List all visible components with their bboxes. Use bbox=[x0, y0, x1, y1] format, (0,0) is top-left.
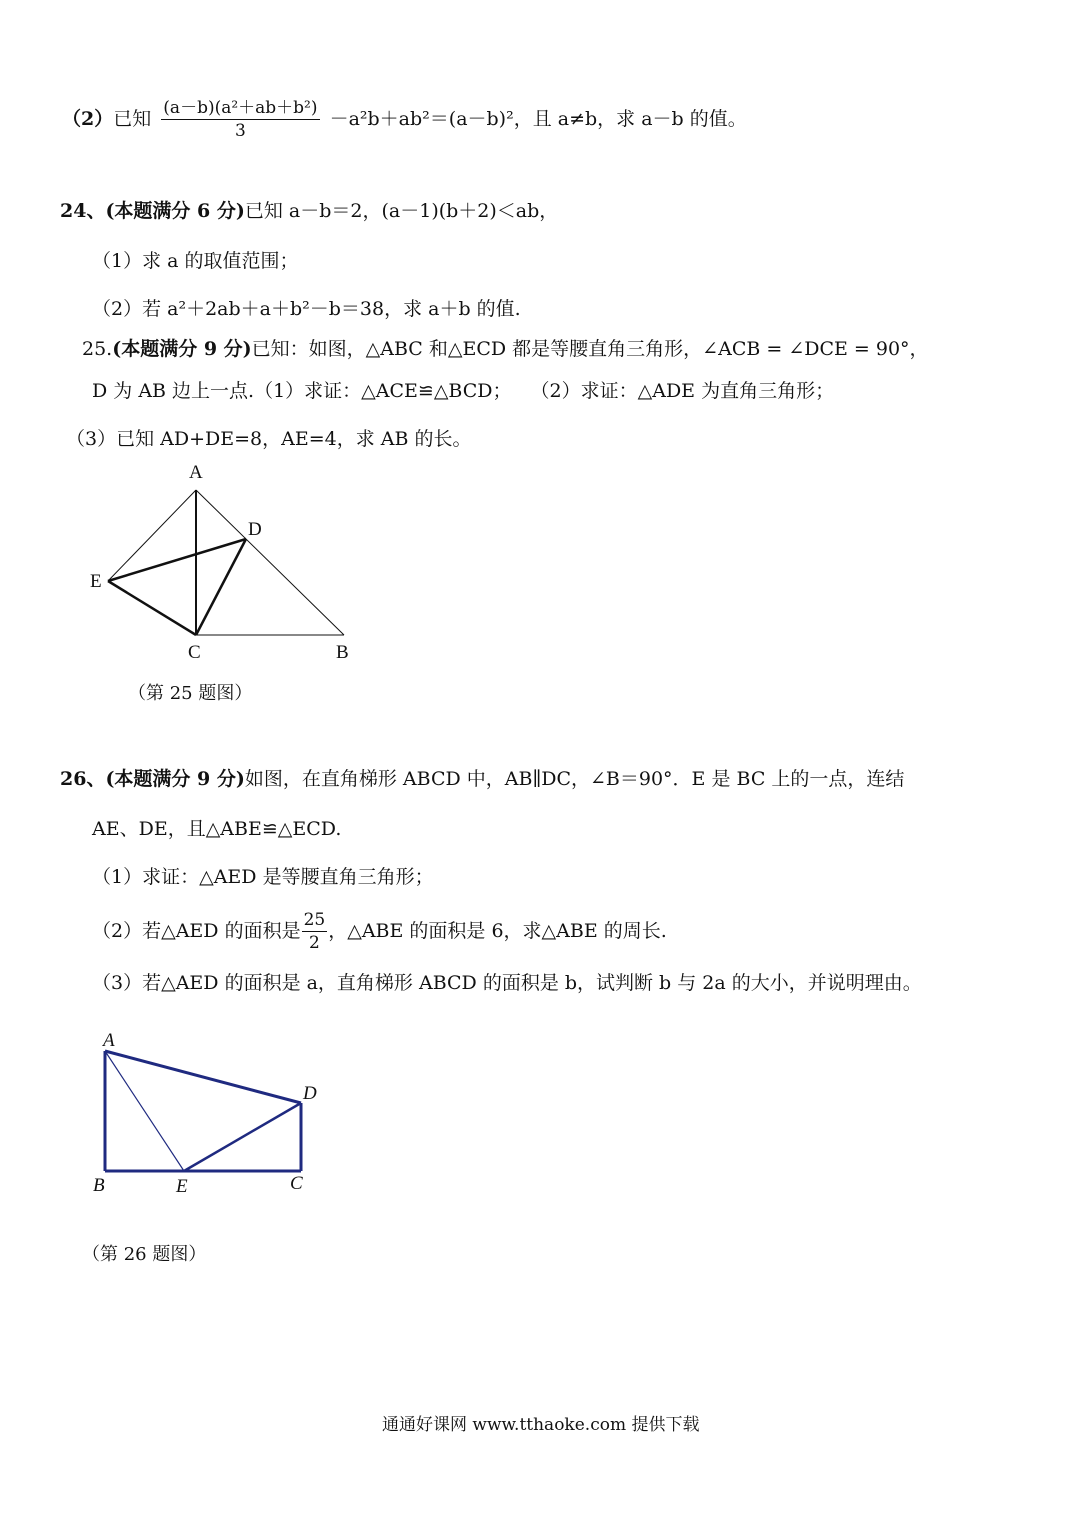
q26-stem-text: 如图，在直角梯形 ABCD 中，AB∥DC，∠B＝90°．E 是 BC 上的一点，连结 bbox=[244, 768, 905, 790]
q23-fraction-numerator: (a－b)(a²＋ab＋b²) bbox=[161, 98, 319, 120]
q25-caption: （第 25 题图） bbox=[128, 683, 253, 704]
q26-label-a: A bbox=[103, 1030, 115, 1051]
q25-line-dc bbox=[196, 539, 246, 635]
q24-sub2: （2）若 a²＋2ab＋a＋b²－b＝38，求 a＋b 的值. bbox=[92, 298, 521, 320]
q25-line-ab bbox=[196, 490, 344, 635]
q25-label-d: D bbox=[248, 519, 262, 540]
q26-label-d: D bbox=[303, 1083, 317, 1104]
q25-line3: （3）已知 AD+DE=8，AE=4，求 AB 的长。 bbox=[66, 428, 472, 450]
q23-part2 bbox=[62, 98, 747, 142]
q25-number: 25. bbox=[82, 338, 113, 360]
q26-line-de bbox=[184, 1103, 301, 1171]
q26-fraction-numerator: 25 bbox=[302, 910, 328, 932]
q26-sub1: （1）求证：△AED 是等腰直角三角形； bbox=[92, 866, 434, 888]
q25-label-e: E bbox=[90, 571, 102, 592]
q23-fraction bbox=[161, 98, 319, 142]
q26-line2: AE、DE，且△ABE≌△ECD. bbox=[92, 818, 342, 840]
q26-sub3: （3）若△AED 的面积是 a，直角梯形 ABCD 的面积是 b，试判断 b 与 2a 的大小，并说明理由。 bbox=[92, 972, 922, 994]
q23-part2-label: （2） bbox=[62, 107, 114, 130]
q26-caption: （第 26 题图） bbox=[82, 1244, 207, 1265]
q25-label-a: A bbox=[189, 462, 203, 483]
q23-part2-prefix: 已知 bbox=[113, 107, 152, 130]
page-footer: 通通好课网 www.tthaoke.com 提供下载 bbox=[382, 1415, 700, 1435]
q25-line-ec bbox=[108, 581, 196, 635]
q26-sub2-suffix: ，△ABE 的面积是 6，求△ABE 的周长. bbox=[328, 919, 667, 942]
q25-stem-text: 已知：如图，△ABC 和△ECD 都是等腰直角三角形，∠ACB = ∠DCE = 90°， bbox=[251, 338, 929, 360]
q26-label-c: C bbox=[290, 1173, 303, 1194]
q25-stem bbox=[82, 338, 929, 361]
q24-stem-text: 已知 a－b＝2，(a－1)(b＋2)＜ab， bbox=[244, 200, 559, 222]
q25-figure bbox=[80, 455, 380, 670]
q25-label-c: C bbox=[188, 642, 201, 663]
q26-label-e: E bbox=[176, 1176, 188, 1197]
q23-fraction-denominator: 3 bbox=[234, 121, 246, 142]
q24-header: 24、(本题满分 6 分) bbox=[60, 200, 245, 222]
q26-stem bbox=[60, 768, 904, 791]
q26-fraction-denominator: 2 bbox=[308, 933, 320, 954]
q26-sub2-prefix: （2）若△AED 的面积是 bbox=[92, 919, 301, 942]
q25-line2: D 为 AB 边上一点.（1）求证：△ACE≌△BCD； （2）求证：△ADE 为直角三角形； bbox=[92, 380, 835, 402]
q25-header: (本题满分 9 分) bbox=[112, 338, 252, 360]
q26-fraction bbox=[302, 910, 328, 954]
q26-label-b: B bbox=[93, 1175, 105, 1196]
q26-figure bbox=[85, 1025, 335, 1200]
q26-header: 26、(本题满分 9 分) bbox=[60, 768, 245, 790]
q23-part2-rest: －a²b＋ab²＝(a－b)²，且 a≠b，求 a－b 的值。 bbox=[329, 107, 747, 130]
q24-sub1: （1）求 a 的取值范围； bbox=[92, 250, 299, 272]
q26-sub2 bbox=[92, 910, 667, 954]
q25-label-b: B bbox=[336, 642, 349, 663]
q24-stem bbox=[60, 200, 558, 223]
